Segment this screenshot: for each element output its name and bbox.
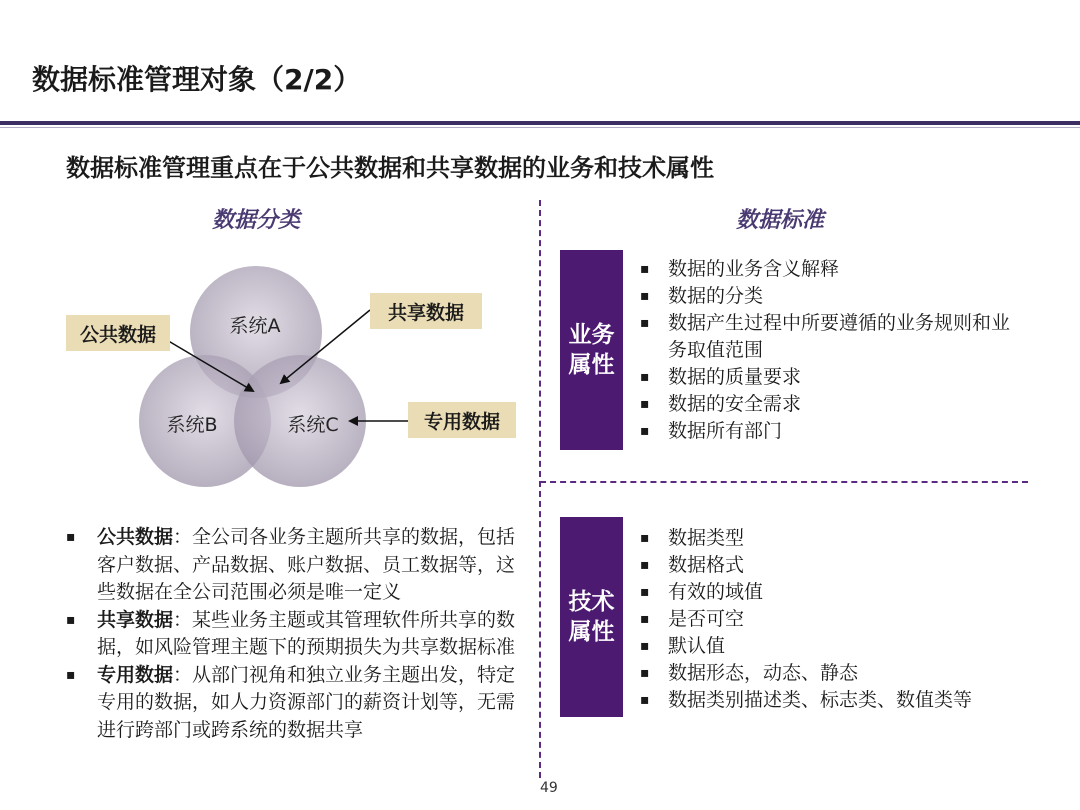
list-item: ▪ 数据的业务含义解释 xyxy=(638,256,1018,283)
vertical-divider xyxy=(539,200,541,778)
classification-descriptions xyxy=(66,524,526,744)
business-box-line2: 属性 xyxy=(568,352,615,378)
circle-label-a: 系统A xyxy=(229,315,281,337)
technical-attribute-list xyxy=(638,525,1038,714)
business-box-line1: 业务 xyxy=(568,322,615,348)
description-text: 某些业务主题或其管理软件所共享的数据，如风险管理主题下的预期损失为共享数据标准 xyxy=(97,608,516,658)
label-dedicated-data: 专用数据 xyxy=(408,402,516,438)
description-item xyxy=(66,662,526,745)
circle-label-c: 系统C xyxy=(287,414,339,436)
description-separator: ： xyxy=(173,663,193,686)
list-item: ▪ 数据形态，动态、静态 xyxy=(638,660,1038,687)
title-divider xyxy=(0,121,1080,125)
description-text: 全公司各业务主题所共享的数据，包括客户数据、产品数据、账户数据、员工数据等，这些数据在全公司范围必须是唯一定义 xyxy=(97,526,516,603)
subtitle: 数据标准管理重点在于公共数据和共享数据的业务和技术属性 xyxy=(66,154,714,182)
list-item: ▪ 数据的安全需求 xyxy=(638,391,1018,418)
list-item: ▪ 数据类型 xyxy=(638,525,1038,552)
right-section-heading: 数据标准 xyxy=(736,208,825,233)
title-divider-thin xyxy=(0,127,1080,128)
description-separator: ： xyxy=(173,526,193,548)
horizontal-divider xyxy=(540,481,1028,483)
label-public-data: 公共数据 xyxy=(66,315,170,351)
list-item: ▪ 数据所有部门 xyxy=(638,418,1018,445)
left-section-heading: 数据分类 xyxy=(212,208,301,233)
list-item: ▪ 默认值 xyxy=(638,633,1038,660)
technical-attribute-box xyxy=(560,517,623,717)
technical-box-line2: 属性 xyxy=(568,619,615,645)
list-item: ▪ 数据产生过程中所要遵循的业务规则和业务取值范围 xyxy=(638,310,1018,364)
list-item: ▪ 有效的域值 xyxy=(638,579,1038,606)
description-term: 专用数据 xyxy=(97,663,174,686)
page-number: 49 xyxy=(540,780,558,796)
description-separator: ： xyxy=(173,608,193,631)
business-attribute-box xyxy=(560,250,623,450)
label-shared-data: 共享数据 xyxy=(370,293,482,329)
business-attribute-list xyxy=(638,256,1018,445)
description-term: 共享数据 xyxy=(97,608,174,631)
description-item xyxy=(66,524,526,607)
description-text: 从部门视角和独立业务主题出发，特定专用的数据，如人力资源部门的薪资计划等，无需进行跨部门或跨系统的数据共享 xyxy=(97,663,516,741)
list-item: ▪ 数据的质量要求 xyxy=(638,364,1018,391)
technical-box-line1: 技术 xyxy=(568,589,615,615)
description-term: 公共数据 xyxy=(97,526,174,548)
description-item xyxy=(66,607,526,662)
list-item: ▪ 是否可空 xyxy=(638,606,1038,633)
list-item: ▪ 数据的分类 xyxy=(638,283,1018,310)
list-item: ▪ 数据类别描述类、标志类、数值类等 xyxy=(638,687,1038,714)
page-title: 数据标准管理对象（2/2） xyxy=(32,63,362,96)
circle-label-b: 系统B xyxy=(166,414,218,436)
list-item: ▪ 数据格式 xyxy=(638,552,1038,579)
